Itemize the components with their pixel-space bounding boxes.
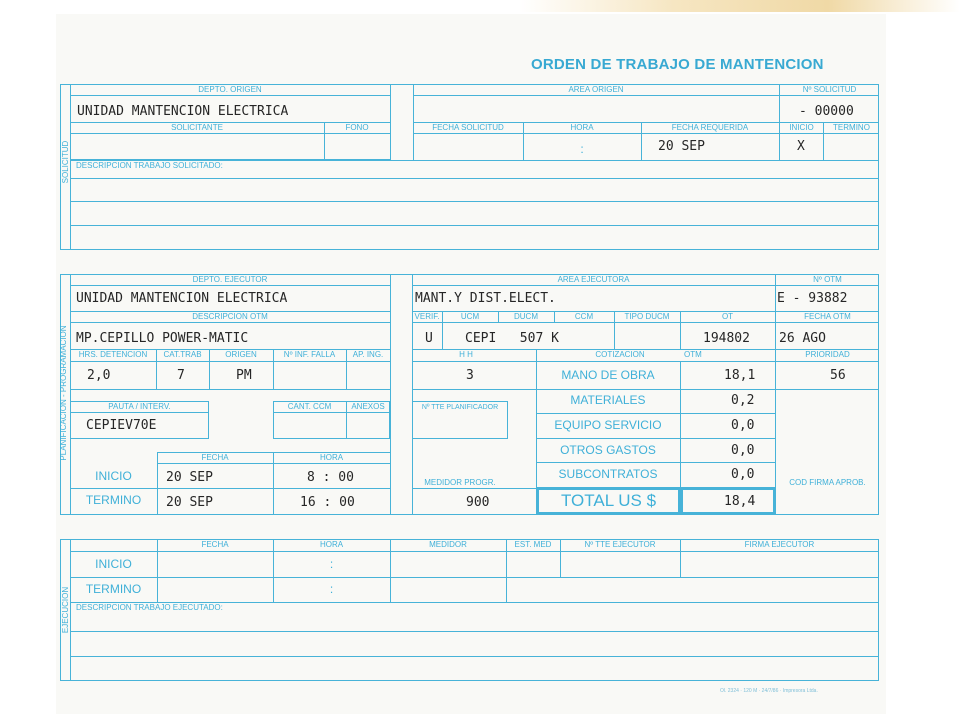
hora-separator: :	[580, 142, 584, 156]
area-ejecutora-label: AREA EJECUTORA	[557, 275, 630, 284]
divider	[70, 201, 879, 202]
medidor-progr-value: 900	[466, 495, 490, 510]
fecha-requerida-value: 20 SEP	[658, 139, 705, 154]
fecha-solicitud-label: FECHA SOLICITUD	[432, 123, 504, 132]
costo-subcontratos-value: 0,0	[731, 467, 755, 482]
tipo-ducm-label: TIPO DUCM	[624, 312, 670, 321]
divider	[273, 452, 274, 515]
inicio-hora-value: 8 : 00	[307, 470, 354, 485]
n-tte-ejecutor-label: Nº TTE EJECUTOR	[584, 540, 656, 549]
descripcion-solicitado-label: DESCRIPCION TRABAJO SOLICITADO:	[76, 161, 223, 170]
pauta-value: CEPIEV70E	[86, 418, 157, 433]
divider	[157, 452, 158, 515]
medidor-label: MEDIDOR	[429, 540, 467, 549]
termino-label: TERMINO	[85, 582, 142, 596]
ccm-label: CCM	[574, 312, 594, 321]
hh-label: H H	[459, 350, 473, 359]
solicitud-side-label: SOLICITUD	[61, 140, 70, 184]
costo-mano-obra-label: MANO DE OBRA	[561, 368, 655, 382]
divider	[506, 539, 507, 602]
verif-label: VERIF.	[414, 312, 440, 321]
hrs-detencion-label: HRS. DETENCION	[78, 350, 148, 359]
divider	[413, 95, 879, 96]
divider	[536, 389, 776, 390]
divider	[390, 274, 391, 515]
divider	[412, 285, 879, 286]
fecha-label: FECHA	[201, 453, 229, 462]
termino-hora-separator: :	[329, 582, 334, 596]
depto-ejecutor-value: UNIDAD MANTENCION ELECTRICA	[76, 291, 288, 306]
divider	[536, 413, 776, 414]
costo-equipo-servicio-label: EQUIPO SERVICIO	[554, 418, 662, 432]
divider	[390, 539, 391, 602]
divider	[273, 412, 390, 413]
inicio-mark: X	[797, 139, 805, 154]
medidor-progr-label: MEDIDOR PROGR.	[424, 478, 496, 487]
costo-otros-gastos-value: 0,0	[731, 443, 755, 458]
divider	[412, 389, 536, 390]
fecha-otm-label: FECHA OTM	[804, 312, 851, 321]
divider	[776, 389, 879, 390]
n-otm-label: Nº OTM	[813, 275, 842, 284]
pauta-label: PAUTA / INTERV.	[108, 402, 171, 411]
divider	[70, 551, 879, 552]
firma-ejecutor-label: FIRMA EJECUTOR	[744, 540, 815, 549]
hora-label: HORA	[319, 540, 344, 549]
print-footer: Ol. 2324 · 120 M · 24/7/86 · Impresora Ltda.	[720, 688, 818, 694]
hh-value: 3	[466, 368, 474, 383]
divider	[536, 438, 776, 439]
cat-trab-label: CAT.TRAB	[163, 350, 202, 359]
ot-value: 194802	[703, 331, 750, 346]
verif-value: U	[425, 331, 433, 346]
total-label: TOTAL US $	[560, 491, 657, 510]
n-otm-value: E - 93882	[777, 291, 848, 306]
prioridad-label: PRIORIDAD	[805, 350, 850, 359]
n-inf-falla-label: Nº INF. FALLA	[283, 350, 336, 359]
divider	[412, 488, 536, 489]
divider	[70, 95, 390, 96]
divider	[560, 539, 561, 577]
cod-firma-label: COD FIRMA APROB.	[789, 478, 866, 487]
anexos-label: ANEXOS	[351, 402, 385, 411]
hrs-detencion-value: 2,0	[87, 368, 111, 383]
fecha-label: FECHA	[201, 540, 229, 549]
termino-label: TERMINO	[85, 493, 142, 507]
descripcion-otm-label: DESCRIPCION OTM	[192, 312, 268, 321]
costo-otros-gastos-label: OTROS GASTOS	[560, 443, 656, 457]
divider	[390, 84, 391, 160]
divider	[70, 488, 390, 489]
otm-label: OTM	[684, 350, 702, 359]
costo-materiales-value: 0,2	[731, 393, 755, 408]
fecha-otm-value: 26 AGO	[779, 331, 826, 346]
divider	[70, 631, 879, 632]
est-med-label: EST. MED	[514, 540, 552, 549]
hora-label: HORA	[570, 123, 594, 132]
hora-label: HORA	[319, 453, 344, 462]
divider	[70, 178, 879, 179]
total-value: 18,4	[724, 494, 756, 509]
divider	[536, 462, 776, 463]
scan-edge-glare	[520, 0, 960, 12]
depto-origen-value: UNIDAD MANTENCION ELECTRICA	[77, 104, 289, 119]
prioridad-value: 56	[830, 368, 846, 383]
inicio-hora-separator: :	[329, 557, 334, 571]
divider	[413, 133, 879, 134]
inicio-label: INICIO	[95, 557, 132, 571]
cotizacion-label: COTIZACION	[595, 350, 645, 359]
divider	[70, 285, 390, 286]
costo-equipo-servicio-value: 0,0	[731, 418, 755, 433]
divider	[70, 412, 209, 413]
divider	[70, 656, 879, 657]
ducm-label: DUCM	[514, 312, 538, 321]
ot-label: OT	[721, 312, 734, 321]
termino-hora-value: 16 : 00	[300, 495, 355, 510]
depto-origen-label: DEPTO. ORIGEN	[198, 85, 262, 94]
costo-subcontratos-label: SUBCONTRATOS	[558, 467, 658, 481]
n-tte-planificador-label: Nº TTE PLANIFICADOR	[421, 404, 499, 411]
form-title: ORDEN DE TRABAJO DE MANTENCION	[531, 56, 824, 73]
costo-mano-obra-value: 18,1	[724, 368, 756, 383]
origen-value: PM	[236, 368, 252, 383]
costo-materiales-label: MATERIALES	[570, 393, 646, 407]
divider	[157, 539, 158, 602]
descripcion-ejecutado-label: DESCRIPCION TRABAJO EJECUTADO:	[76, 603, 223, 612]
termino-label: TERMINO	[833, 123, 870, 132]
divider	[412, 361, 879, 362]
fecha-requerida-label: FECHA REQUERIDA	[671, 123, 749, 132]
ducm-value: CEPI 507 K	[465, 331, 559, 346]
divider	[324, 123, 325, 160]
divider	[70, 389, 390, 390]
ejecucion-side-label: EJECUCION	[61, 586, 70, 634]
divider	[680, 539, 681, 577]
n-solicitud-label: Nº SOLICITUD	[802, 85, 857, 94]
inicio-fecha-value: 20 SEP	[166, 470, 213, 485]
divider	[70, 133, 390, 134]
area-origen-label: AREA ORIGEN	[568, 85, 624, 94]
fono-label: FONO	[345, 123, 369, 132]
cat-trab-value: 7	[177, 368, 185, 383]
inicio-label: INICIO	[789, 123, 814, 132]
n-solicitud-value: - 00000	[799, 104, 854, 119]
termino-fecha-value: 20 SEP	[166, 495, 213, 510]
divider	[412, 322, 879, 323]
divider	[70, 225, 879, 226]
origen-label: ORIGEN	[225, 350, 257, 359]
area-ejecutora-value: MANT.Y DIST.ELECT.	[415, 291, 556, 306]
descripcion-otm-value: MP.CEPILLO POWER-MATIC	[76, 331, 249, 346]
depto-ejecutor-label: DEPTO. EJECUTOR	[192, 275, 268, 284]
inicio-label: INICIO	[95, 469, 132, 483]
cant-ccm-label: CANT. CCM	[287, 402, 332, 411]
divider	[70, 322, 390, 323]
ucm-label: UCM	[460, 312, 480, 321]
solicitante-label: SOLICITANTE	[171, 123, 223, 132]
divider	[70, 577, 879, 578]
divider	[70, 361, 390, 362]
planificacion-side-label: PLANIFICACION - PROGRAMACION	[59, 325, 68, 461]
ap-ing-label: AP. ING.	[352, 350, 384, 359]
